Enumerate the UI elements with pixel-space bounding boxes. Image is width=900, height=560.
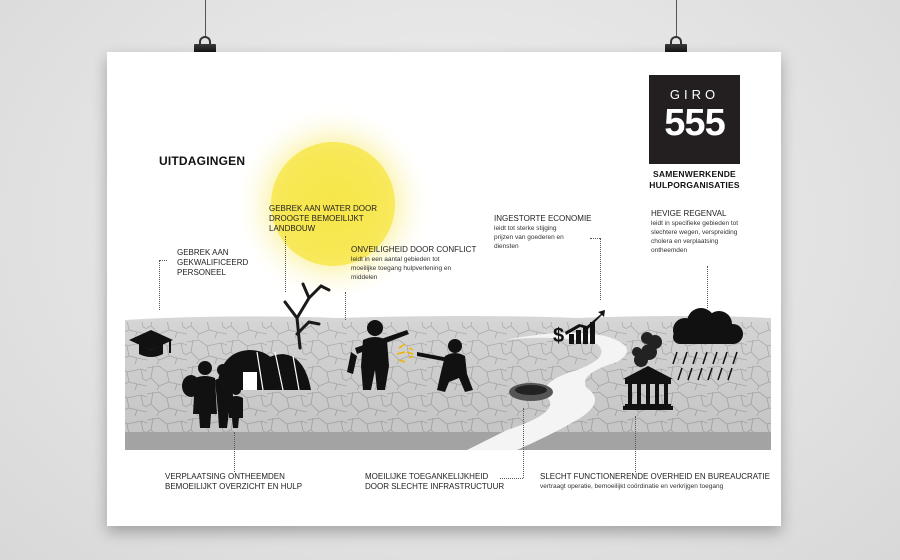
- leader-personeel: [159, 260, 160, 310]
- leader-water: [285, 236, 286, 292]
- callout-economie-d3: diensten: [494, 243, 519, 250]
- callout-ontheemden-line1: VERPLAATSING ONTHEEMDEN: [165, 472, 285, 481]
- callout-ontheemden: [165, 472, 302, 492]
- leader-ontheemden: [234, 432, 235, 472]
- callout-water-line3: LANDBOUW: [269, 224, 316, 233]
- leader-economie: [600, 238, 601, 300]
- callout-economie-d1: leidt tot sterke stijging: [494, 225, 557, 232]
- callout-regenval-d2: slechtere wegen, verspreiding: [651, 229, 738, 236]
- callout-overheid-d1: vertraagt operatie, bemoeilijkt coördinatie en verkrijgen toegang: [540, 483, 724, 490]
- page-title: UITDAGINGEN: [159, 154, 246, 168]
- leader-overheid: [635, 416, 636, 472]
- callout-economie-d2: prijzen van goederen en: [494, 234, 564, 241]
- callout-personeel: [177, 248, 248, 278]
- callout-infrastructuur-line1: MOEILIJKE TOEGANKELIJKHEID: [365, 472, 489, 481]
- logo-subtitle-line1: SAMENWERKENDE: [653, 169, 736, 179]
- callout-regenval-heading: HEVIGE REGENVAL: [651, 209, 727, 218]
- callout-infrastructuur: [365, 472, 504, 492]
- callout-overheid-heading: SLECHT FUNCTIONERENDE OVERHEID EN BUREAUCRATIE: [540, 472, 770, 481]
- callout-water: [269, 204, 377, 234]
- hanging-wire-right: [676, 0, 677, 38]
- leader-economie-h: [590, 238, 600, 239]
- callout-personeel-line2: GEKWALIFICEERD: [177, 258, 249, 267]
- callout-water-line1: GEBREK AAN WATER DOOR: [269, 204, 378, 213]
- rain-cloud-icon: [673, 308, 743, 344]
- callout-regenval-d1: leidt in specifieke gebieden tot: [651, 220, 739, 227]
- callout-conflict-heading: ONVEILIGHEID DOOR CONFLICT: [351, 245, 477, 254]
- logo-number: 555: [664, 102, 725, 144]
- callout-regenval-d3: cholera en verplaatsing: [651, 238, 719, 245]
- logo-subtitle: [649, 169, 740, 191]
- logo-subtitle-line2: HULPORGANISATIES: [649, 180, 740, 190]
- callout-conflict-d2: moeilijke toegang hulpverlening en: [351, 265, 452, 272]
- callout-economie-heading: INGESTORTE ECONOMIE: [494, 214, 592, 223]
- callout-infrastructuur-line2: DOOR SLECHTE INFRASTRUCTUUR: [365, 482, 505, 491]
- leader-personeel-h: [159, 260, 167, 261]
- poster: [107, 52, 781, 526]
- ground-base: [125, 432, 771, 450]
- callout-conflict: [351, 245, 476, 282]
- callout-conflict-d3: middelen: [351, 274, 378, 281]
- leader-infrastructuur: [523, 408, 524, 478]
- callout-economie: [494, 214, 592, 251]
- callout-personeel-line3: PERSONEEL: [177, 268, 226, 277]
- giro-555-logo: [649, 75, 740, 164]
- callout-regenval-d4: ontheemden: [651, 247, 688, 254]
- logo-giro-text: GIRO: [669, 87, 720, 102]
- callout-conflict-d1: leidt in een aantal gebieden tot: [351, 256, 440, 263]
- callout-overheid: [540, 472, 770, 491]
- leader-regenval: [707, 266, 708, 308]
- callout-water-line2: DROOGTE BEMOEILIJKT: [269, 214, 364, 223]
- leader-conflict: [345, 292, 346, 320]
- hanging-wire-left: [205, 0, 206, 38]
- callout-regenval: [651, 209, 738, 255]
- callout-personeel-line1: GEBREK AAN: [177, 248, 229, 257]
- dollar-sign-icon: $: [553, 325, 565, 347]
- callout-ontheemden-line2: BEMOEILIJKT OVERZICHT EN HULP: [165, 482, 303, 491]
